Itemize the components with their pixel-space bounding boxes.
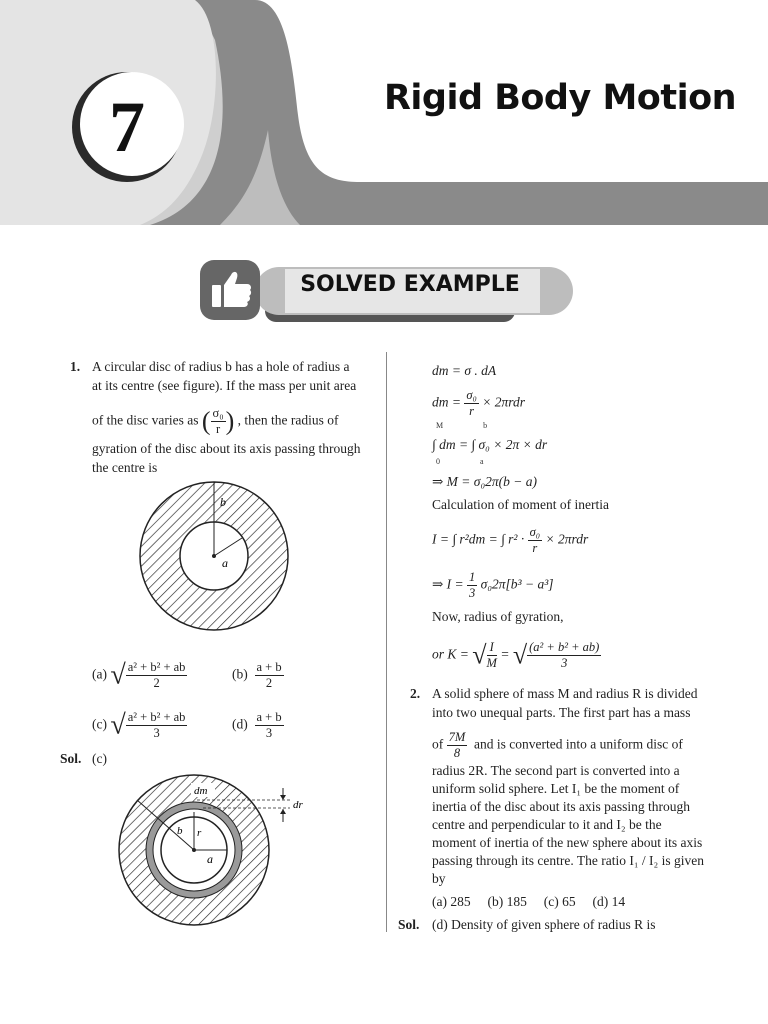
question-text: uniform solid sphere. Let I₁ be the moment of [432, 781, 680, 796]
integral-limits: 0 a [436, 457, 484, 466]
question-options: (a) 285 (b) 185 (c) 65 (d) 14 [432, 894, 626, 909]
solution-label: Sol. [60, 751, 82, 766]
equation: dm = $\frac{\text{σ₀}}{r}$ × 2πrdr [432, 388, 526, 418]
integral-limits: M b [436, 421, 488, 430]
chapter-title: Rigid Body Motion [383, 78, 737, 118]
fraction: $\frac{\text{σ₀}}{r}$ [212, 406, 224, 436]
equation: ⇒ I = $\frac{1}{3}$ σ₀2π[b³ − a³] [432, 570, 554, 600]
equation: or K = √ $\frac{I}{M}$ = √ $\frac{\text{(a² + b² + ab)}}{3}$ [432, 640, 600, 670]
question-text: into two unequal parts. The first part has a mass [432, 705, 691, 720]
equation: ⇒ M = σ₀2π(b − a) [432, 474, 538, 489]
question-text: of the disc varies as ( $\frac{\text{σ₀}}{r}$ ) , then the radius of [92, 406, 339, 436]
question-number: 1. [70, 359, 81, 374]
question-text: centre and perpendicular to it and I₂ be the [432, 817, 662, 832]
question-text: passing through its centre. The ratio I₁ / I₂ is given [432, 853, 704, 868]
equation: dm = σ . dA [432, 363, 497, 378]
question-text: A solid sphere of mass M and radius R is divided [432, 686, 698, 701]
question-text: of $\frac{7M}{8}$ and is converted into a uniform disc of [432, 730, 683, 760]
section-label: SOLVED EXAMPLE [300, 272, 520, 297]
solution-text: Now, radius of gyration, [432, 609, 564, 624]
solution-label: Sol. [398, 917, 420, 932]
option-d: (d) $\frac{a + b}{3}$ [232, 710, 282, 740]
label-dm: dm [194, 785, 208, 797]
label-dr: dr [293, 799, 303, 811]
question-text: the centre is [92, 460, 158, 475]
question-text: gyration of the disc about its axis passing through [92, 441, 361, 456]
question-number: 2. [410, 686, 421, 701]
option-c: (c) √ $\frac{\text{a² + b² + ab}}{3}$ [92, 709, 186, 741]
question-text: at its centre (see figure). If the mass per unit area [92, 378, 357, 393]
question-text: by [432, 871, 446, 886]
equation: I = ∫ r²dm = ∫ r² · $\frac{\text{σ₀}}{r}$ × 2πrdr [432, 525, 589, 555]
chapter-number: 7 [109, 86, 145, 167]
question-text: A circular disc of radius b has a hole of radius a [92, 359, 350, 374]
solution-text: Calculation of moment of inertia [432, 497, 609, 512]
question-text: moment of inertia of the new sphere about its axis [432, 835, 703, 850]
equation: ∫ dm = ∫ σ₀ × 2π × dr [432, 437, 548, 452]
label-b: b [220, 495, 226, 509]
solution-text: (d) Density of given sphere of radius R is [432, 917, 656, 932]
option-a: (a) √ $\frac{\text{a² + b² + ab}}{2}$ [92, 659, 186, 691]
column-divider [386, 352, 387, 932]
option-b: (b) $\frac{a + b}{2}$ [232, 660, 282, 690]
solution-answer: (c) [92, 751, 107, 766]
disc-element-figure [115, 770, 315, 930]
label-a: a [222, 556, 228, 570]
question-text: radius 2R. The second part is converted into a [432, 763, 680, 778]
label-r: r [197, 827, 202, 839]
label-a: a [207, 852, 213, 866]
question-text: inertia of the disc about its axis passing through [432, 799, 690, 814]
label-b: b [177, 825, 183, 837]
disc-figure [138, 480, 293, 635]
